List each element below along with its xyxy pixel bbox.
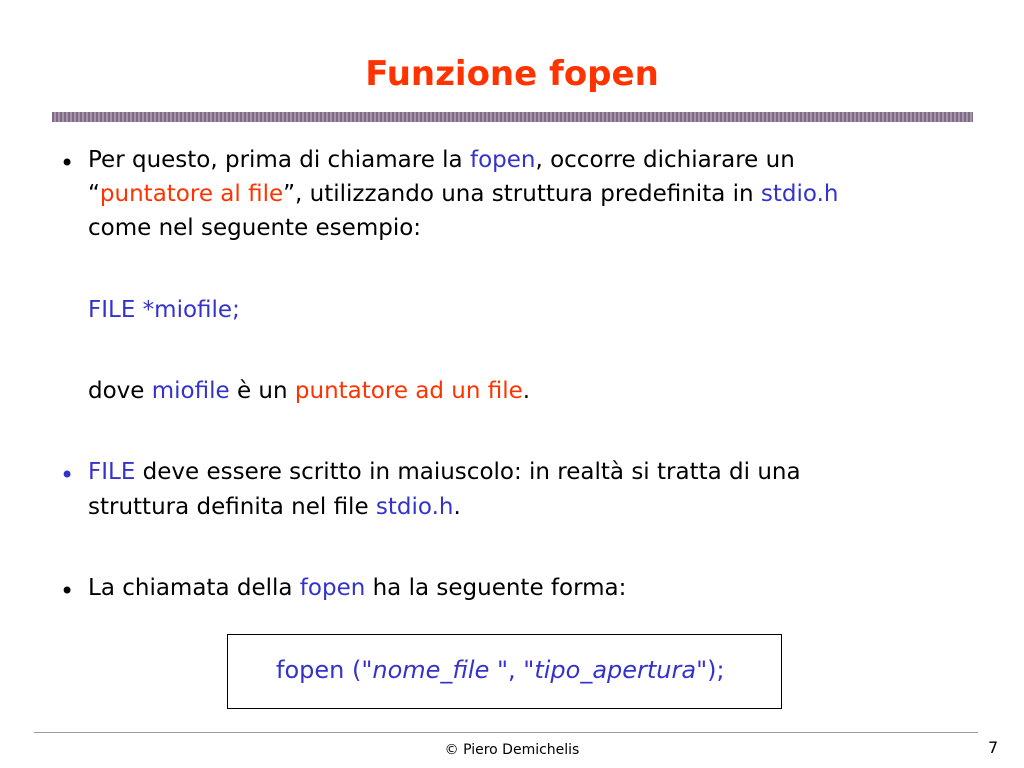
keyword-fopen: fopen bbox=[469, 147, 536, 173]
code-example-declaration: FILE *miofile; bbox=[88, 297, 240, 323]
bullet-1-line-2 bbox=[88, 177, 948, 212]
text-run: , occorre dichiarare un bbox=[535, 147, 795, 173]
text-run: deve essere scritto in maiuscolo: in realtà si tratta di una bbox=[135, 459, 801, 485]
text-run: . bbox=[522, 378, 531, 404]
text-run: fopen (" bbox=[276, 656, 373, 684]
keyword-file: FILE bbox=[88, 459, 136, 485]
text-run: ha la seguente forma: bbox=[365, 575, 627, 601]
page-number: 7 bbox=[988, 738, 999, 757]
text-run: “ bbox=[88, 181, 100, 207]
highlight-puntatore-al-file: puntatore al file bbox=[99, 181, 284, 207]
text-run: ”, utilizzando una struttura predefinita in bbox=[283, 181, 761, 207]
text-run: "); bbox=[696, 656, 725, 684]
text-run: . bbox=[453, 494, 461, 520]
footer-divider bbox=[34, 732, 978, 733]
bullet-3-line-1 bbox=[88, 571, 948, 606]
bullet-marker: • bbox=[60, 461, 75, 489]
bullet-2-line-2 bbox=[88, 490, 948, 525]
text-run: La chiamata della bbox=[88, 575, 300, 601]
keyword-stdio-h: stdio.h bbox=[375, 494, 454, 520]
bullet-1-line-3: come nel seguente esempio: bbox=[88, 215, 422, 241]
explanation-line bbox=[88, 374, 530, 409]
highlight-puntatore-ad-un-file: puntatore ad un file bbox=[294, 378, 523, 404]
keyword-fopen: fopen bbox=[299, 575, 366, 601]
footer-copyright: © Piero Demichelis bbox=[444, 742, 580, 758]
bullet-2-line-1 bbox=[88, 455, 948, 490]
keyword-miofile: miofile bbox=[151, 378, 230, 404]
text-run: ", " bbox=[496, 656, 535, 684]
bullet-1-line-1 bbox=[88, 143, 948, 178]
syntax-box bbox=[227, 634, 782, 709]
text-run: struttura definita nel file bbox=[88, 494, 376, 520]
param-tipo-apertura: tipo_apertura bbox=[534, 656, 697, 684]
param-nome-file: nome_file bbox=[372, 656, 497, 684]
text-run: Per questo, prima di chiamare la bbox=[88, 147, 470, 173]
keyword-stdio-h: stdio.h bbox=[760, 181, 839, 207]
text-run: è un bbox=[229, 378, 295, 404]
text-run: dove bbox=[88, 378, 152, 404]
bullet-marker: • bbox=[60, 149, 75, 177]
slide-title: Funzione fopen bbox=[365, 54, 659, 94]
bullet-marker: • bbox=[60, 577, 75, 605]
title-divider bbox=[52, 112, 973, 122]
fopen-syntax bbox=[276, 652, 725, 688]
